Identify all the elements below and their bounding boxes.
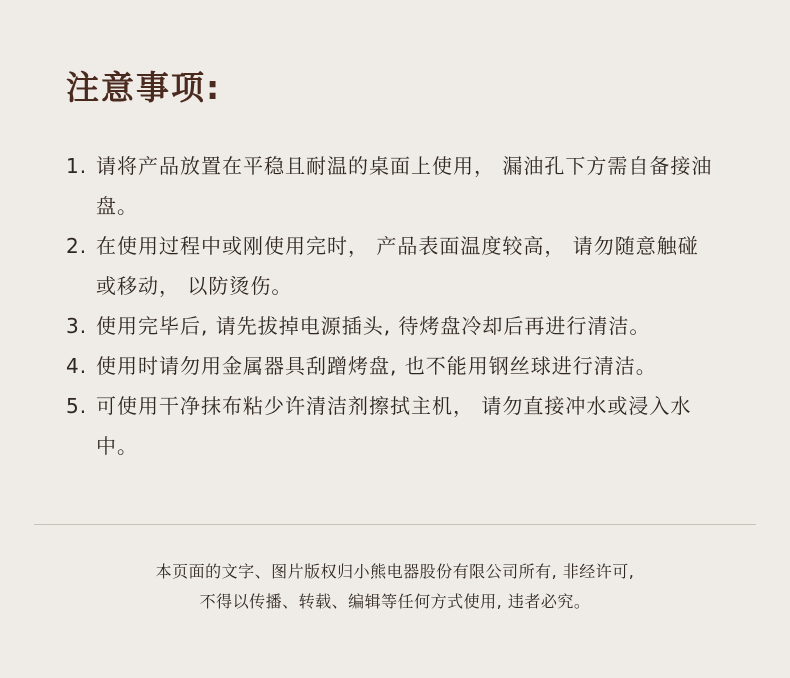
notice-item-number: 2. — [66, 234, 88, 258]
notice-list — [66, 146, 726, 466]
notice-item — [66, 226, 726, 306]
notice-item — [66, 386, 726, 466]
copyright-notice — [0, 557, 790, 617]
notice-item-number: 4. — [66, 354, 88, 378]
notice-item — [66, 146, 726, 226]
notice-title: 注意事项: — [66, 68, 222, 107]
notice-item-text: 使用时请勿用金属器具刮蹭烤盘, 也不能用钢丝球进行清洁。 — [96, 354, 657, 378]
section-divider — [34, 524, 756, 525]
notice-item-text: 在使用过程中或刚使用完时， 产品表面温度较高， 请勿随意触碰或移动， 以防烫伤。 — [96, 234, 699, 298]
notice-item-text: 使用完毕后, 请先拔掉电源插头, 待烤盘冷却后再进行清洁。 — [96, 314, 651, 338]
notice-item — [66, 306, 726, 346]
notice-item-text: 可使用干净抹布粘少许清洁剂擦拭主机， 请勿直接冲水或浸入水中。 — [96, 394, 692, 458]
notice-item — [66, 346, 726, 386]
notice-item-number: 5. — [66, 394, 88, 418]
copyright-line-2: 不得以传播、转载、编辑等任何方式使用, 违者必究。 — [199, 592, 591, 611]
notice-item-text: 请将产品放置在平稳且耐温的桌面上使用， 漏油孔下方需自备接油盘。 — [96, 154, 713, 218]
notice-item-number: 3. — [66, 314, 88, 338]
copyright-line-1: 本页面的文字、图片版权归小熊电器股份有限公司所有, 非经许可, — [155, 562, 635, 581]
notice-item-number: 1. — [66, 154, 88, 178]
